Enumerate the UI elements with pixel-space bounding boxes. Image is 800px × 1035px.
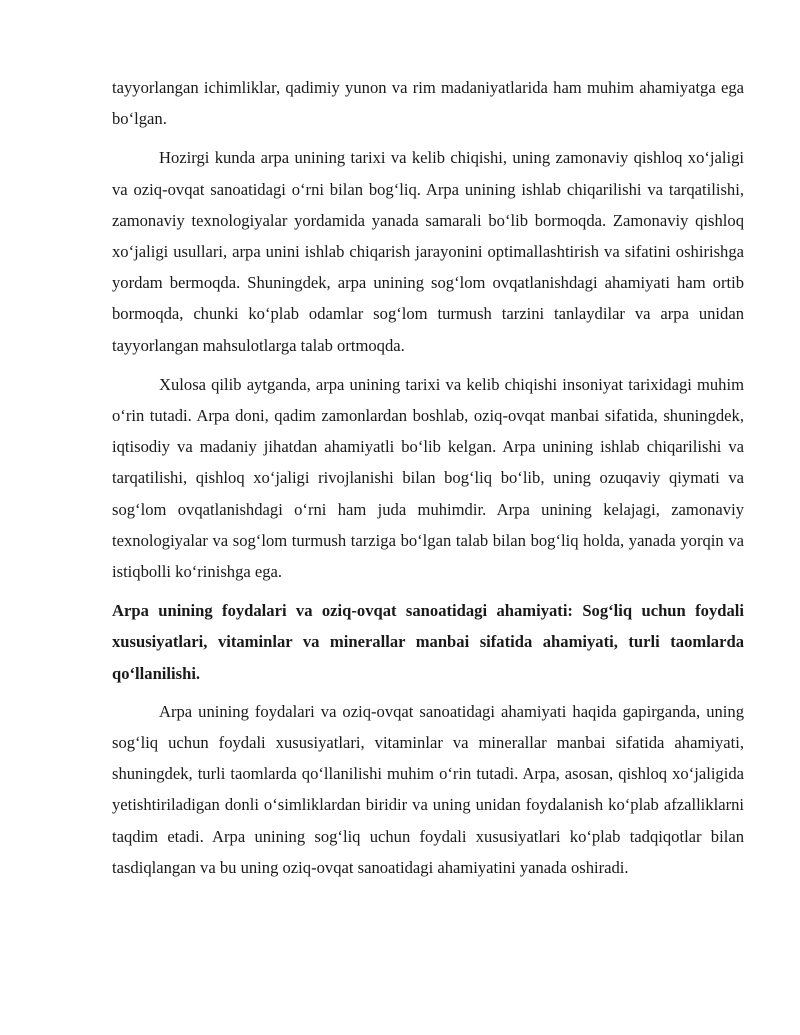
paragraph-benefits: Arpa unining foydalari va oziq-ovqat sanoatidagi ahamiyati haqida gapirganda, uning sog‘liq uchun foydali xususiyatlari, vitaminlar va minerallar manbai sifatida ahamiyati, shuningdek, turli taomlarda qo‘llanilishi muhim o‘rin tutadi. Arpa, asosan, qishloq xo‘jaligida yetishtiriladigan donli o‘simliklardan biridir va uning unidan foydalanish ko‘plab afzalliklarni taqdim etadi. Arpa unining sog‘liq uchun foydali xususiyatlari ko‘plab tadqiqotlar bilan tasdiqlangan va bu uning oziq-ovqat sanoatidagi ahamiyatini yanada oshiradi. [112, 701, 744, 877]
paragraph-continuation: tayyorlangan ichimliklar, qadimiy yunon va rim madaniyatlarida ham muhim ahamiyatga ega bo‘lgan. [112, 78, 744, 129]
paragraph-conclusion: Xulosa qilib aytganda, arpa unining tarixi va kelib chiqishi insoniyat tarixidagi muhim o‘rin tutadi. Arpa doni, qadim zamonlardan boshlab, oziq-ovqat manbai sifatida, shuningdek, iqtisodiy va madaniy jihatdan ahamiyatli bo‘lib kelgan. Arpa unining ishlab chiqarilishi va tarqatilishi, qishloq xo‘jaligi rivojlanishi bilan bog‘liq bo‘lib, uning ozuqaviy qiymati va sog‘lom ovqatlanishdagi o‘rni ham juda muhimdir. Arpa unining kelajagi, zamonaviy texnologiyalar va sog‘lom turmush tarziga bo‘lgan talab bilan bog‘liq holda, yanada yorqin va istiqbolli ko‘rinishga ega. [112, 374, 744, 582]
paragraph-modern-role: Hozirgi kunda arpa unining tarixi va kelib chiqishi, uning zamonaviy qishloq xo‘jaligi va oziq-ovqat sanoatidagi o‘rni bilan bog‘liq. Arpa unining ishlab chiqarilishi va tarqatilishi, zamonaviy texnologiyalar yordamida yanada samarali bo‘lib bormoqda. Zamonaviy qishloq xo‘jaligi usullari, arpa unini ishlab chiqarish jarayonini optimallashtirish va sifatini oshirishga yordam bermoqda. Shuningdek, arpa unining sog‘lom ovqatlanishdagi ahamiyati ham ortib bormoqda, chunki ko‘plab odamlar sog‘lom turmush tarzini tanlaydilar va arpa unidan tayyorlangan mahsulotlarga talab ortmoqda. [112, 148, 744, 355]
section-heading: Arpa unining foydalari va oziq-ovqat sanoatidagi ahamiyati: Sog‘liq uchun foydali xususiyatlari, vitaminlar va minerallar manbai sifatida ahamiyati, turli taomlarda qo‘llanilishi. [112, 601, 744, 683]
document-page [112, 72, 744, 883]
